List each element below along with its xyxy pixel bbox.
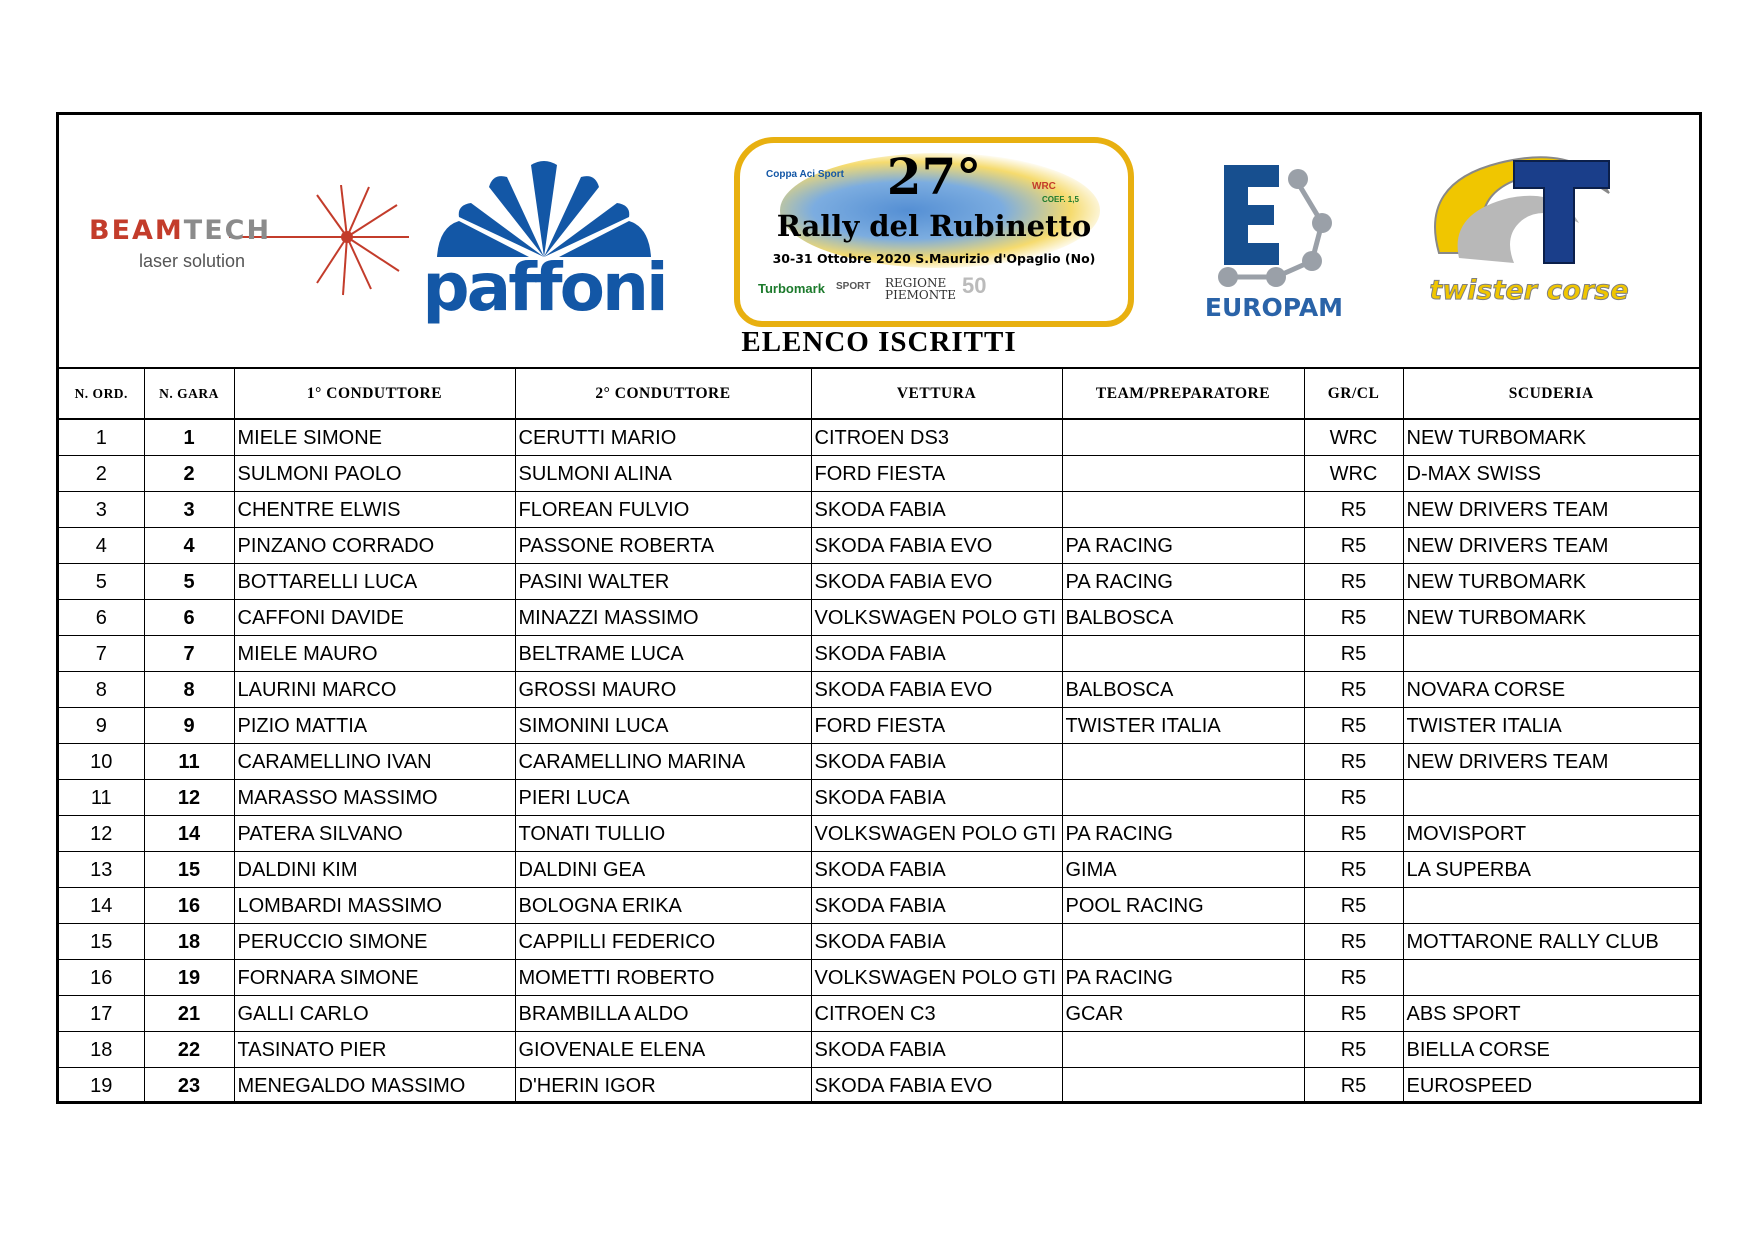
header-gr-cl: GR/CL bbox=[1304, 368, 1403, 419]
cell-secondo-conduttore: PASINI WALTER bbox=[515, 564, 811, 600]
table-row bbox=[59, 1032, 1699, 1068]
plate-rally-name: Rally del Rubinetto bbox=[776, 209, 1092, 243]
table-row bbox=[59, 888, 1699, 924]
cell-team-preparatore bbox=[1062, 492, 1304, 528]
cell-primo-conduttore: CHENTRE ELWIS bbox=[234, 492, 515, 528]
cell-vettura: VOLKSWAGEN POLO GTI bbox=[811, 816, 1062, 852]
cell-vettura: SKODA FABIA EVO bbox=[811, 1068, 1062, 1104]
page-title: ELENCO ISCRITTI bbox=[741, 326, 1017, 358]
cell-n-ord: 17 bbox=[59, 996, 144, 1032]
table-row bbox=[59, 708, 1699, 744]
twister-corse-wordmark: twister corse bbox=[1429, 275, 1629, 306]
cell-primo-conduttore: PINZANO CORRADO bbox=[234, 528, 515, 564]
cell-secondo-conduttore: CERUTTI MARIO bbox=[515, 419, 811, 456]
europam-logo bbox=[1194, 165, 1354, 325]
cell-scuderia: NEW DRIVERS TEAM bbox=[1403, 528, 1699, 564]
cell-gr-cl: R5 bbox=[1304, 888, 1403, 924]
cell-n-gara: 12 bbox=[144, 780, 234, 816]
cell-gr-cl: WRC bbox=[1304, 419, 1403, 456]
cell-gr-cl: WRC bbox=[1304, 456, 1403, 492]
table-row bbox=[59, 636, 1699, 672]
table-row bbox=[59, 672, 1699, 708]
cell-n-ord: 19 bbox=[59, 1068, 144, 1104]
cell-vettura: SKODA FABIA bbox=[811, 852, 1062, 888]
table-row bbox=[59, 528, 1699, 564]
entry-list-table bbox=[59, 367, 1699, 1103]
cell-n-gara: 1 bbox=[144, 419, 234, 456]
sponsor-turbomark: Turbomark bbox=[758, 281, 825, 296]
cell-primo-conduttore: FORNARA SIMONE bbox=[234, 960, 515, 996]
cell-secondo-conduttore: CARAMELLINO MARINA bbox=[515, 744, 811, 780]
cell-vettura: SKODA FABIA bbox=[811, 1032, 1062, 1068]
header-secondo-conduttore: 2° CONDUTTORE bbox=[515, 368, 811, 419]
cell-n-ord: 1 bbox=[59, 419, 144, 456]
cell-secondo-conduttore: MOMETTI ROBERTO bbox=[515, 960, 811, 996]
cell-primo-conduttore: CARAMELLINO IVAN bbox=[234, 744, 515, 780]
cell-primo-conduttore: PATERA SILVANO bbox=[234, 816, 515, 852]
cell-n-ord: 2 bbox=[59, 456, 144, 492]
cell-team-preparatore: PA RACING bbox=[1062, 960, 1304, 996]
header-n-gara: N. GARA bbox=[144, 368, 234, 419]
cell-primo-conduttore: MIELE MAURO bbox=[234, 636, 515, 672]
cell-secondo-conduttore: BOLOGNA ERIKA bbox=[515, 888, 811, 924]
cell-vettura: SKODA FABIA EVO bbox=[811, 672, 1062, 708]
cell-n-gara: 4 bbox=[144, 528, 234, 564]
cell-team-preparatore: GIMA bbox=[1062, 852, 1304, 888]
cell-gr-cl: R5 bbox=[1304, 636, 1403, 672]
cell-team-preparatore bbox=[1062, 456, 1304, 492]
cell-gr-cl: R5 bbox=[1304, 672, 1403, 708]
cell-gr-cl: R5 bbox=[1304, 852, 1403, 888]
table-row bbox=[59, 600, 1699, 636]
plate-coef: COEF. 1,5 bbox=[1042, 195, 1079, 204]
cell-n-gara: 7 bbox=[144, 636, 234, 672]
cell-scuderia: NEW DRIVERS TEAM bbox=[1403, 492, 1699, 528]
cell-n-ord: 6 bbox=[59, 600, 144, 636]
cell-vettura: SKODA FABIA bbox=[811, 780, 1062, 816]
cell-n-gara: 6 bbox=[144, 600, 234, 636]
cell-team-preparatore bbox=[1062, 744, 1304, 780]
cell-n-gara: 16 bbox=[144, 888, 234, 924]
cell-n-gara: 2 bbox=[144, 456, 234, 492]
cell-vettura: VOLKSWAGEN POLO GTI bbox=[811, 600, 1062, 636]
twister-swirl-icon bbox=[1409, 143, 1649, 278]
table-row bbox=[59, 419, 1699, 456]
cell-n-ord: 10 bbox=[59, 744, 144, 780]
cell-vettura: FORD FIESTA bbox=[811, 456, 1062, 492]
beamtech-wordmark: BEAMTECH bbox=[89, 215, 272, 246]
cell-gr-cl: R5 bbox=[1304, 816, 1403, 852]
plate-dates-location: 30-31 Ottobre 2020 S.Maurizio d'Opaglio (No) bbox=[772, 251, 1096, 266]
header-scuderia: SCUDERIA bbox=[1403, 368, 1699, 419]
cell-primo-conduttore: MARASSO MASSIMO bbox=[234, 780, 515, 816]
cell-scuderia: NEW TURBOMARK bbox=[1403, 564, 1699, 600]
cell-vettura: SKODA FABIA bbox=[811, 492, 1062, 528]
cell-secondo-conduttore: GIOVENALE ELENA bbox=[515, 1032, 811, 1068]
cell-secondo-conduttore: PASSONE ROBERTA bbox=[515, 528, 811, 564]
cell-secondo-conduttore: D'HERIN IGOR bbox=[515, 1068, 811, 1104]
cell-scuderia bbox=[1403, 780, 1699, 816]
table-row bbox=[59, 852, 1699, 888]
cell-vettura: SKODA FABIA bbox=[811, 924, 1062, 960]
cell-vettura: SKODA FABIA bbox=[811, 744, 1062, 780]
cell-primo-conduttore: BOTTARELLI LUCA bbox=[234, 564, 515, 600]
cell-scuderia: ABS SPORT bbox=[1403, 996, 1699, 1032]
beamtech-logo bbox=[79, 185, 419, 300]
cell-n-ord: 7 bbox=[59, 636, 144, 672]
paffoni-logo bbox=[419, 157, 669, 326]
cell-primo-conduttore: PIZIO MATTIA bbox=[234, 708, 515, 744]
header-primo-conduttore: 1° CONDUTTORE bbox=[234, 368, 515, 419]
cell-n-ord: 3 bbox=[59, 492, 144, 528]
cell-primo-conduttore: PERUCCIO SIMONE bbox=[234, 924, 515, 960]
sponsor-sport: SPORT bbox=[836, 281, 871, 292]
cell-gr-cl: R5 bbox=[1304, 744, 1403, 780]
cell-primo-conduttore: CAFFONI DAVIDE bbox=[234, 600, 515, 636]
cell-n-gara: 15 bbox=[144, 852, 234, 888]
cell-scuderia: EUROSPEED bbox=[1403, 1068, 1699, 1104]
cell-scuderia bbox=[1403, 888, 1699, 924]
cell-gr-cl: R5 bbox=[1304, 528, 1403, 564]
cell-scuderia: LA SUPERBA bbox=[1403, 852, 1699, 888]
cell-vettura: CITROEN DS3 bbox=[811, 419, 1062, 456]
cell-gr-cl: R5 bbox=[1304, 960, 1403, 996]
cell-n-gara: 3 bbox=[144, 492, 234, 528]
cell-secondo-conduttore: BELTRAME LUCA bbox=[515, 636, 811, 672]
cell-team-preparatore bbox=[1062, 636, 1304, 672]
cell-team-preparatore bbox=[1062, 780, 1304, 816]
cell-secondo-conduttore: PIERI LUCA bbox=[515, 780, 811, 816]
cell-team-preparatore: PA RACING bbox=[1062, 816, 1304, 852]
cell-secondo-conduttore: TONATI TULLIO bbox=[515, 816, 811, 852]
europam-network-icon bbox=[1194, 165, 1354, 290]
cell-vettura: SKODA FABIA EVO bbox=[811, 564, 1062, 600]
cell-secondo-conduttore: MINAZZI MASSIMO bbox=[515, 600, 811, 636]
cell-team-preparatore: BALBOSCA bbox=[1062, 672, 1304, 708]
document-frame bbox=[56, 112, 1702, 1104]
cell-vettura: SKODA FABIA EVO bbox=[811, 528, 1062, 564]
cell-team-preparatore bbox=[1062, 1068, 1304, 1104]
table-header-row bbox=[59, 368, 1699, 419]
cell-team-preparatore: GCAR bbox=[1062, 996, 1304, 1032]
cell-n-ord: 9 bbox=[59, 708, 144, 744]
cell-secondo-conduttore: SULMONI ALINA bbox=[515, 456, 811, 492]
cell-scuderia bbox=[1403, 960, 1699, 996]
cell-n-ord: 15 bbox=[59, 924, 144, 960]
cell-secondo-conduttore: DALDINI GEA bbox=[515, 852, 811, 888]
cell-n-ord: 16 bbox=[59, 960, 144, 996]
cell-secondo-conduttore: GROSSI MAURO bbox=[515, 672, 811, 708]
table-row bbox=[59, 456, 1699, 492]
cell-gr-cl: R5 bbox=[1304, 924, 1403, 960]
cell-gr-cl: R5 bbox=[1304, 996, 1403, 1032]
cell-n-gara: 21 bbox=[144, 996, 234, 1032]
cell-team-preparatore: PA RACING bbox=[1062, 564, 1304, 600]
table-row bbox=[59, 996, 1699, 1032]
cell-scuderia: NEW TURBOMARK bbox=[1403, 419, 1699, 456]
table-row bbox=[59, 744, 1699, 780]
cell-scuderia: NOVARA CORSE bbox=[1403, 672, 1699, 708]
table-row bbox=[59, 492, 1699, 528]
europam-wordmark: EUROPAM bbox=[1204, 293, 1344, 322]
cell-n-gara: 8 bbox=[144, 672, 234, 708]
cell-n-gara: 11 bbox=[144, 744, 234, 780]
cell-vettura: SKODA FABIA bbox=[811, 636, 1062, 672]
cell-n-gara: 23 bbox=[144, 1068, 234, 1104]
cell-gr-cl: R5 bbox=[1304, 600, 1403, 636]
cell-n-gara: 5 bbox=[144, 564, 234, 600]
cell-n-ord: 13 bbox=[59, 852, 144, 888]
cell-scuderia: MOVISPORT bbox=[1403, 816, 1699, 852]
cell-n-ord: 8 bbox=[59, 672, 144, 708]
cell-scuderia: NEW DRIVERS TEAM bbox=[1403, 744, 1699, 780]
cell-team-preparatore bbox=[1062, 924, 1304, 960]
cell-team-preparatore bbox=[1062, 419, 1304, 456]
cell-n-gara: 9 bbox=[144, 708, 234, 744]
cell-primo-conduttore: TASINATO PIER bbox=[234, 1032, 515, 1068]
header-n-ord: N. ORD. bbox=[59, 368, 144, 419]
twister-corse-logo bbox=[1409, 143, 1649, 323]
cell-scuderia bbox=[1403, 636, 1699, 672]
cell-n-gara: 19 bbox=[144, 960, 234, 996]
cell-n-ord: 14 bbox=[59, 888, 144, 924]
cell-team-preparatore: BALBOSCA bbox=[1062, 600, 1304, 636]
plate-cup-label: Coppa Aci Sport bbox=[766, 169, 844, 180]
sponsor-fifty: 50 bbox=[962, 273, 987, 298]
rally-plate bbox=[734, 137, 1134, 327]
sponsor-regione-piemonte: REGIONE PIEMONTE bbox=[885, 276, 956, 302]
cell-primo-conduttore: GALLI CARLO bbox=[234, 996, 515, 1032]
cell-n-gara: 14 bbox=[144, 816, 234, 852]
table-row bbox=[59, 816, 1699, 852]
table-row bbox=[59, 960, 1699, 996]
beamtech-tagline: laser solution bbox=[139, 251, 246, 271]
cell-gr-cl: R5 bbox=[1304, 708, 1403, 744]
cell-team-preparatore bbox=[1062, 1032, 1304, 1068]
cell-vettura: VOLKSWAGEN POLO GTI bbox=[811, 960, 1062, 996]
cell-n-gara: 18 bbox=[144, 924, 234, 960]
cell-gr-cl: R5 bbox=[1304, 1032, 1403, 1068]
cell-primo-conduttore: DALDINI KIM bbox=[234, 852, 515, 888]
cell-primo-conduttore: SULMONI PAOLO bbox=[234, 456, 515, 492]
table-row bbox=[59, 924, 1699, 960]
cell-vettura: CITROEN C3 bbox=[811, 996, 1062, 1032]
cell-gr-cl: R5 bbox=[1304, 564, 1403, 600]
cell-n-ord: 18 bbox=[59, 1032, 144, 1068]
cell-scuderia: NEW TURBOMARK bbox=[1403, 600, 1699, 636]
cell-secondo-conduttore: CAPPILLI FEDERICO bbox=[515, 924, 811, 960]
cell-team-preparatore: PA RACING bbox=[1062, 528, 1304, 564]
cell-n-ord: 12 bbox=[59, 816, 144, 852]
cell-secondo-conduttore: SIMONINI LUCA bbox=[515, 708, 811, 744]
cell-primo-conduttore: MENEGALDO MASSIMO bbox=[234, 1068, 515, 1104]
cell-scuderia: D-MAX SWISS bbox=[1403, 456, 1699, 492]
plate-wrc-mark: WRC bbox=[1032, 181, 1056, 192]
cell-n-ord: 4 bbox=[59, 528, 144, 564]
cell-vettura: SKODA FABIA bbox=[811, 888, 1062, 924]
header-team-preparatore: TEAM/PREPARATORE bbox=[1062, 368, 1304, 419]
cell-team-preparatore: TWISTER ITALIA bbox=[1062, 708, 1304, 744]
cell-scuderia: BIELLA CORSE bbox=[1403, 1032, 1699, 1068]
header-vettura: VETTURA bbox=[811, 368, 1062, 419]
rally-del-rubinetto-logo bbox=[734, 137, 1134, 327]
plate-edition: 27° bbox=[886, 147, 982, 206]
cell-n-ord: 5 bbox=[59, 564, 144, 600]
cell-n-gara: 22 bbox=[144, 1032, 234, 1068]
table-row bbox=[59, 564, 1699, 600]
cell-gr-cl: R5 bbox=[1304, 492, 1403, 528]
cell-primo-conduttore: LOMBARDI MASSIMO bbox=[234, 888, 515, 924]
table-row bbox=[59, 780, 1699, 816]
cell-primo-conduttore: LAURINI MARCO bbox=[234, 672, 515, 708]
cell-n-ord: 11 bbox=[59, 780, 144, 816]
paffoni-wordmark: paffoni bbox=[422, 249, 666, 326]
cell-secondo-conduttore: BRAMBILLA ALDO bbox=[515, 996, 811, 1032]
cell-primo-conduttore: MIELE SIMONE bbox=[234, 419, 515, 456]
cell-secondo-conduttore: FLOREAN FULVIO bbox=[515, 492, 811, 528]
cell-scuderia: MOTTARONE RALLY CLUB bbox=[1403, 924, 1699, 960]
table-row bbox=[59, 1068, 1699, 1104]
cell-gr-cl: R5 bbox=[1304, 1068, 1403, 1104]
cell-vettura: FORD FIESTA bbox=[811, 708, 1062, 744]
cell-team-preparatore: POOL RACING bbox=[1062, 888, 1304, 924]
cell-gr-cl: R5 bbox=[1304, 780, 1403, 816]
cell-scuderia: TWISTER ITALIA bbox=[1403, 708, 1699, 744]
